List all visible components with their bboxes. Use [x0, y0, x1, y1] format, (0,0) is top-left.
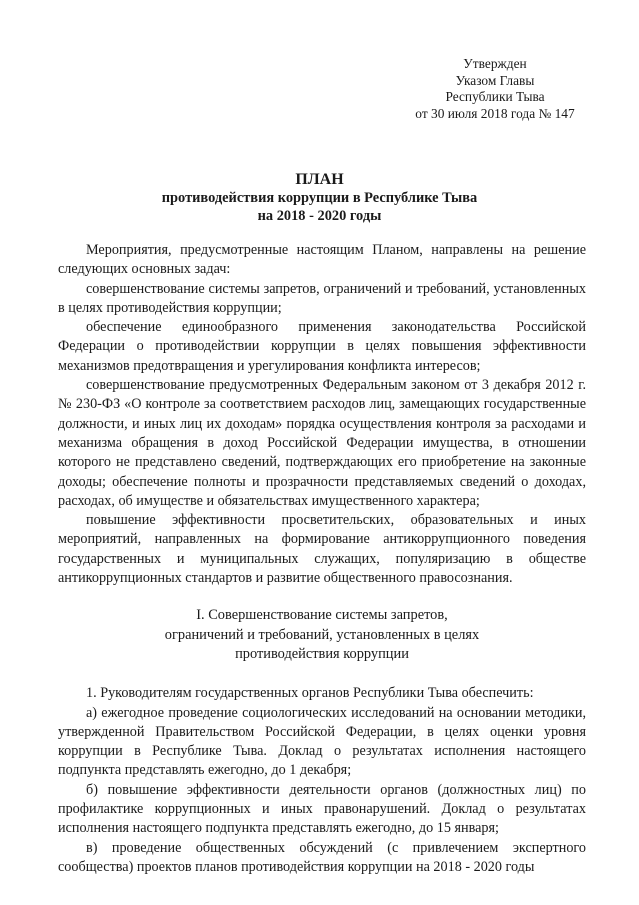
- section-paragraph: а) ежегодное проведение социологических исследований на основании методики, утвержденной Правительством Российской Федерации, в целях оценки уровня коррупции в Республике Тыва. Доклад о результатах исполнения настоящего подпункта представлять ежегодно, до 1 декабря;: [58, 704, 586, 779]
- intro-paragraph: повышение эффективности просветительских, образовательных и иных мероприятий, направленных на формирование антикоррупционного поведения государственных и муниципальных служащих, популяризацию в обществе антикоррупционных стандартов и развитие общественного правосознания.: [58, 512, 586, 587]
- document-body: [58, 241, 586, 877]
- section-heading-line: ограничений и требований, установленных в целях: [164, 626, 480, 643]
- intro-paragraph: совершенствование системы запретов, ограничений и требований, установленных в целях противодействия коррупции;: [58, 280, 586, 316]
- approval-line: Республики Тыва: [445, 89, 545, 105]
- approval-line: Утвержден: [463, 56, 527, 71]
- intro-paragraph: обеспечение единообразного применения законодательства Российской Федерации о противодействии коррупции в целях повышения эффективности механизмов предотвращения и урегулирования конфликта интересов;: [58, 319, 586, 374]
- section-paragraph: 1. Руководителям государственных органов Республики Тыва обеспечить:: [86, 685, 534, 702]
- intro-paragraph: совершенствование предусмотренных Федеральным законом от 3 декабря 2012 г. № 230-ФЗ «О контроле за соответствием расходов лиц, замещающих государственные должности, и иных лиц их доходам» порядка осуществления контроля за расходами и механизма обращения в доход Российской Федерации имущества, в отношении которого не представлено сведений, подтверждающих его приобретение на законные доходы; обеспечение полноты и прозрачности представляемых сведений о доходах, расходах, об имуществе и обязательствах имущественного характера;: [58, 377, 586, 509]
- approval-stamp: [380, 56, 610, 122]
- section-heading-line: I. Совершенствование системы запретов,: [196, 607, 448, 624]
- section-heading: [58, 606, 586, 664]
- approval-line: от 30 июля 2018 года № 147: [415, 105, 575, 121]
- title-line: на 2018 - 2020 годы: [257, 208, 382, 224]
- section-heading-line: противодействия коррупции: [235, 645, 409, 662]
- title-line: противодействия коррупции в Республике Тыва: [161, 190, 478, 206]
- section-paragraph: в) проведение общественных обсуждений (с привлечением экспертного сообщества) проектов планов противодействия коррупции на 2018 - 2020 годы: [58, 839, 586, 875]
- intro-paragraph: Мероприятия, предусмотренные настоящим Планом, направлены на решение следующих основных задач:: [58, 242, 586, 278]
- title-main: ПЛАН: [295, 171, 344, 188]
- section-paragraph: б) повышение эффективности деятельности органов (должностных лиц) по профилактике коррупционных и иных правонарушений. Доклад о результатах исполнения настоящего подпункта представлять ежегодно, до 15 января;: [58, 781, 586, 837]
- document-title: [0, 171, 639, 225]
- approval-line: Указом Главы: [455, 72, 535, 88]
